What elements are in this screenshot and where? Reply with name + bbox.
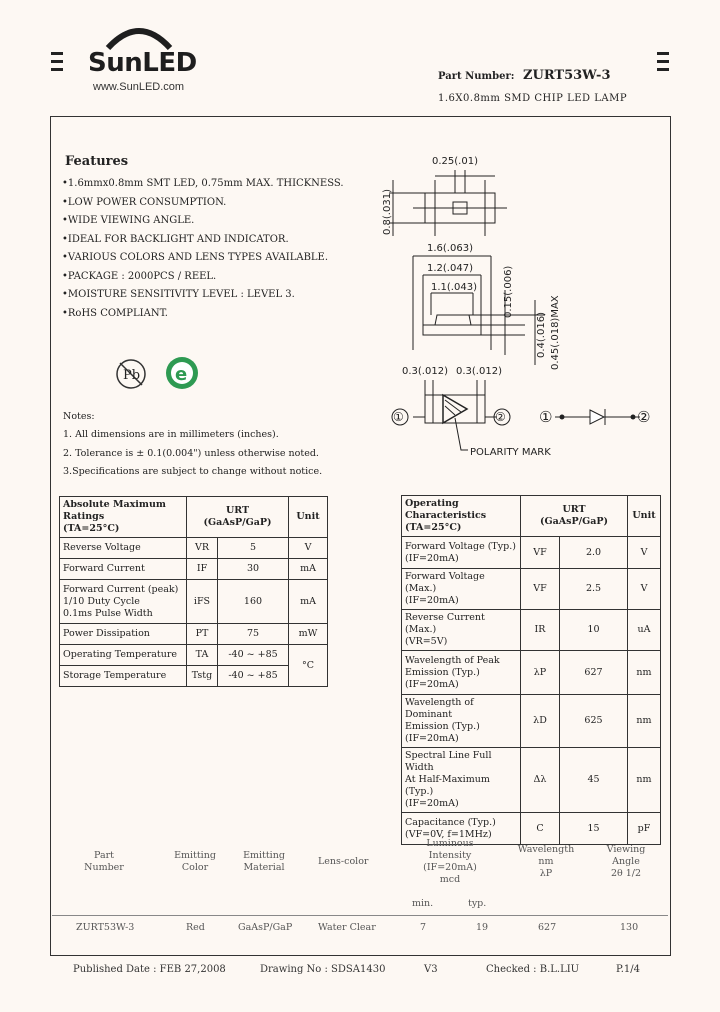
sel-lens: Water Clear <box>318 922 376 933</box>
op-sym: λD <box>521 695 560 748</box>
op-cond: (VF=0V, f=1MHz) <box>405 828 492 840</box>
features-list <box>62 175 344 323</box>
version: V3 <box>424 964 438 975</box>
diode-pin2: ② <box>637 408 651 426</box>
feature-item: •RoHS COMPLIANT. <box>62 307 168 319</box>
sel-min-val: 7 <box>420 922 427 933</box>
abs-head-urt: URT <box>225 505 250 516</box>
op-param-2: At Half-Maximum (Typ.) <box>405 774 490 797</box>
note-1: 1. All dimensions are in millimeters (inches). <box>63 429 279 440</box>
dim-025: 0.25(.01) <box>432 156 478 167</box>
part-number: ZURT53W-3 <box>523 68 611 83</box>
diode-pin1: ① <box>539 408 553 426</box>
op-unit: nm <box>628 748 661 813</box>
abs-unit: mA <box>289 559 328 580</box>
abs-unit: °C <box>289 645 328 687</box>
op-cond: (IF=20mA) <box>405 798 459 809</box>
pin1-label: ① <box>393 410 404 424</box>
dim-045: 0.45(.018)MAX <box>550 295 561 370</box>
op-cond: (VR=5V) <box>405 636 448 647</box>
dim-16: 1.6(.063) <box>427 243 473 254</box>
sel-col-material: Emitting <box>243 850 285 861</box>
op-param-2: Emission (Typ.) <box>405 721 480 732</box>
abs-sym: PT <box>187 624 218 645</box>
dim-015: 0.15(.006) <box>503 265 514 318</box>
dim-03a: 0.3(.012) <box>402 366 448 377</box>
abs-val: -40 ~ +85 <box>218 666 289 687</box>
notes-title: Notes: <box>63 411 95 422</box>
part-description: 1.6X0.8mm SMD CHIP LED LAMP <box>438 93 628 104</box>
dim-12: 1.2(.047) <box>427 263 473 274</box>
sel-col-part-2: Number <box>84 862 124 873</box>
selection-guide <box>52 836 668 936</box>
right-header-bars <box>657 52 669 76</box>
feature-item: •VARIOUS COLORS AND LENS TYPES AVAILABLE. <box>62 252 329 263</box>
operating-char-table <box>401 495 661 845</box>
published-date: Published Date : FEB 27,2008 <box>73 964 226 975</box>
sel-col-lum-3: (IF=20mA) <box>423 862 477 873</box>
op-unit: uA <box>628 610 661 651</box>
dim-03b: 0.3(.012) <box>456 366 502 377</box>
abs-head-mat: (GaAsP/GaP) <box>203 517 272 528</box>
dim-11: 1.1(.043) <box>431 282 477 293</box>
sel-col-wave-3: λP <box>539 868 553 879</box>
sel-color: Red <box>186 922 205 933</box>
abs-head-title: Absolute Maximum Ratings <box>63 499 166 522</box>
op-sym: VF <box>521 537 560 569</box>
bottom-view <box>413 380 497 450</box>
op-cond: (IF=20mA) <box>405 595 459 606</box>
abs-sym: iFS <box>187 580 218 624</box>
op-head-cond: (TA=25°C) <box>405 522 462 533</box>
features-title: Features <box>65 154 129 169</box>
abs-val: 75 <box>218 624 289 645</box>
op-param: Capacitance (Typ.) <box>405 816 496 828</box>
abs-sym: Tstg <box>187 666 218 687</box>
op-unit: nm <box>628 651 661 695</box>
abs-param: Reverse Voltage <box>60 538 187 559</box>
page-number: P.1/4 <box>616 964 640 975</box>
sunled-logo-arc <box>104 20 174 50</box>
feature-item: •IDEAL FOR BACKLIGHT AND INDICATOR. <box>62 233 289 245</box>
pin2-label: ② <box>495 410 506 424</box>
brand-logo: SunLED <box>88 48 197 78</box>
op-val: 10 <box>560 610 628 651</box>
feature-item: •PACKAGE : 2000PCS / REEL. <box>62 270 217 282</box>
op-cond: (IF=20mA) <box>405 733 459 744</box>
sel-col-material-2: Material <box>243 862 285 873</box>
sel-col-view-2: Angle <box>612 856 640 867</box>
sel-col-lum-2: Intensity <box>428 850 472 861</box>
top-view <box>389 170 507 236</box>
abs-param: Forward Current (peak) <box>63 583 179 595</box>
sel-col-wave: Wavelength <box>517 844 575 855</box>
abs-unit: V <box>289 538 328 559</box>
note-3: 3.Specifications are subject to change without notice. <box>63 466 323 477</box>
op-param-2: Emission (Typ.) <box>405 666 480 678</box>
op-sym: IR <box>521 610 560 651</box>
op-unit: V <box>628 537 661 569</box>
op-sym: C <box>521 813 560 845</box>
op-sym: λP <box>521 651 560 695</box>
op-param: Forward Voltage (Typ.) <box>405 540 516 552</box>
op-val: 2.0 <box>560 537 628 569</box>
sel-col-view-3: 2θ 1/2 <box>610 868 642 879</box>
feature-item: •1.6mmx0.8mm SMT LED, 0.75mm MAX. THICKNESS. <box>62 178 344 189</box>
abs-val: 160 <box>218 580 289 624</box>
abs-unit: mA <box>289 580 328 624</box>
absolute-max-table <box>59 496 328 687</box>
op-param: Spectral Line Full Width <box>405 750 492 773</box>
op-param: Wavelength of Peak <box>405 654 500 666</box>
abs-sym: TA <box>187 645 218 666</box>
drawing-number: Drawing No : SDSA1430 <box>260 964 386 975</box>
op-head-urt: URT <box>562 504 586 515</box>
pb-label: Pb <box>123 368 141 383</box>
sel-col-wave-2: nm <box>538 856 554 867</box>
op-param: Reverse Current (Max.) <box>405 612 485 635</box>
sel-part: ZURT53W-3 <box>76 922 135 933</box>
op-head-mat: (GaAsP/GaP) <box>539 516 608 527</box>
op-sym: VF <box>521 569 560 610</box>
op-unit: V <box>628 569 661 610</box>
sel-col-color: Emitting <box>174 850 216 861</box>
rohs-e-icon <box>164 355 200 391</box>
sel-angle-val: 130 <box>620 922 639 933</box>
sel-col-color-2: Color <box>181 862 209 873</box>
sel-col-lum-4: mcd <box>439 874 461 885</box>
op-param: Forward Voltage (Max.) <box>405 571 485 594</box>
op-val: 625 <box>560 695 628 748</box>
left-header-bars <box>51 52 63 76</box>
abs-val: 5 <box>218 538 289 559</box>
sel-typ: typ. <box>468 898 487 909</box>
abs-val: -40 ~ +85 <box>218 645 289 666</box>
op-head-title: Operating Characteristics <box>405 498 487 521</box>
feature-item: •MOISTURE SENSITIVITY LEVEL : LEVEL 3. <box>62 289 295 300</box>
op-param: Wavelength of Dominant <box>405 697 474 720</box>
abs-param: Forward Current <box>60 559 187 580</box>
op-val: 45 <box>560 748 628 813</box>
sel-col-lum: Luminous <box>426 838 474 849</box>
op-val: 627 <box>560 651 628 695</box>
op-val: 15 <box>560 813 628 845</box>
sel-material: GaAsP/GaP <box>238 922 293 933</box>
sel-col-part: Part <box>94 850 114 861</box>
abs-param-line3: 0.1ms Pulse Width <box>63 607 153 619</box>
op-unit: nm <box>628 695 661 748</box>
abs-sym: VR <box>187 538 218 559</box>
feature-item: •WIDE VIEWING ANGLE. <box>62 215 195 226</box>
op-cond: (IF=20mA) <box>405 552 459 564</box>
polarity-mark: POLARITY MARK <box>470 447 551 458</box>
pb-free-icon <box>114 357 148 391</box>
abs-val: 30 <box>218 559 289 580</box>
op-val: 2.5 <box>560 569 628 610</box>
abs-head-cond: (TA=25°C) <box>63 523 120 534</box>
feature-item: •LOW POWER CONSUMPTION. <box>62 196 227 208</box>
op-unit: pF <box>628 813 661 845</box>
sel-wave-val: 627 <box>538 922 557 933</box>
part-number-label: Part Number: <box>438 71 515 82</box>
sel-col-view: Viewing <box>606 844 646 855</box>
abs-unit: mW <box>289 624 328 645</box>
checked-by: Checked : B.L.LIU <box>486 964 580 975</box>
op-sym: Δλ <box>521 748 560 813</box>
abs-head-unit: Unit <box>289 497 328 538</box>
op-cond: (IF=20mA) <box>405 678 459 690</box>
sel-min: min. <box>412 898 434 909</box>
abs-sym: IF <box>187 559 218 580</box>
package-drawing <box>375 150 665 470</box>
dim-08: 0.8(.031) <box>382 189 393 235</box>
abs-param-line2: 1/10 Duty Cycle <box>63 595 140 607</box>
diode-symbol <box>555 409 640 425</box>
abs-param: Operating Temperature <box>60 645 187 666</box>
abs-param: Power Dissipation <box>60 624 187 645</box>
website-url[interactable]: www.SunLED.com <box>93 81 185 93</box>
sel-typ-val: 19 <box>476 922 489 933</box>
abs-param: Storage Temperature <box>60 666 187 687</box>
op-head-unit: Unit <box>628 496 661 537</box>
e-label: e <box>175 364 188 385</box>
dim-04: 0.4(.016) <box>536 312 547 358</box>
note-2: 2. Tolerance is ± 0.1(0.004") unless otherwise noted. <box>63 448 319 459</box>
sel-col-lens: Lens-color <box>318 856 369 867</box>
